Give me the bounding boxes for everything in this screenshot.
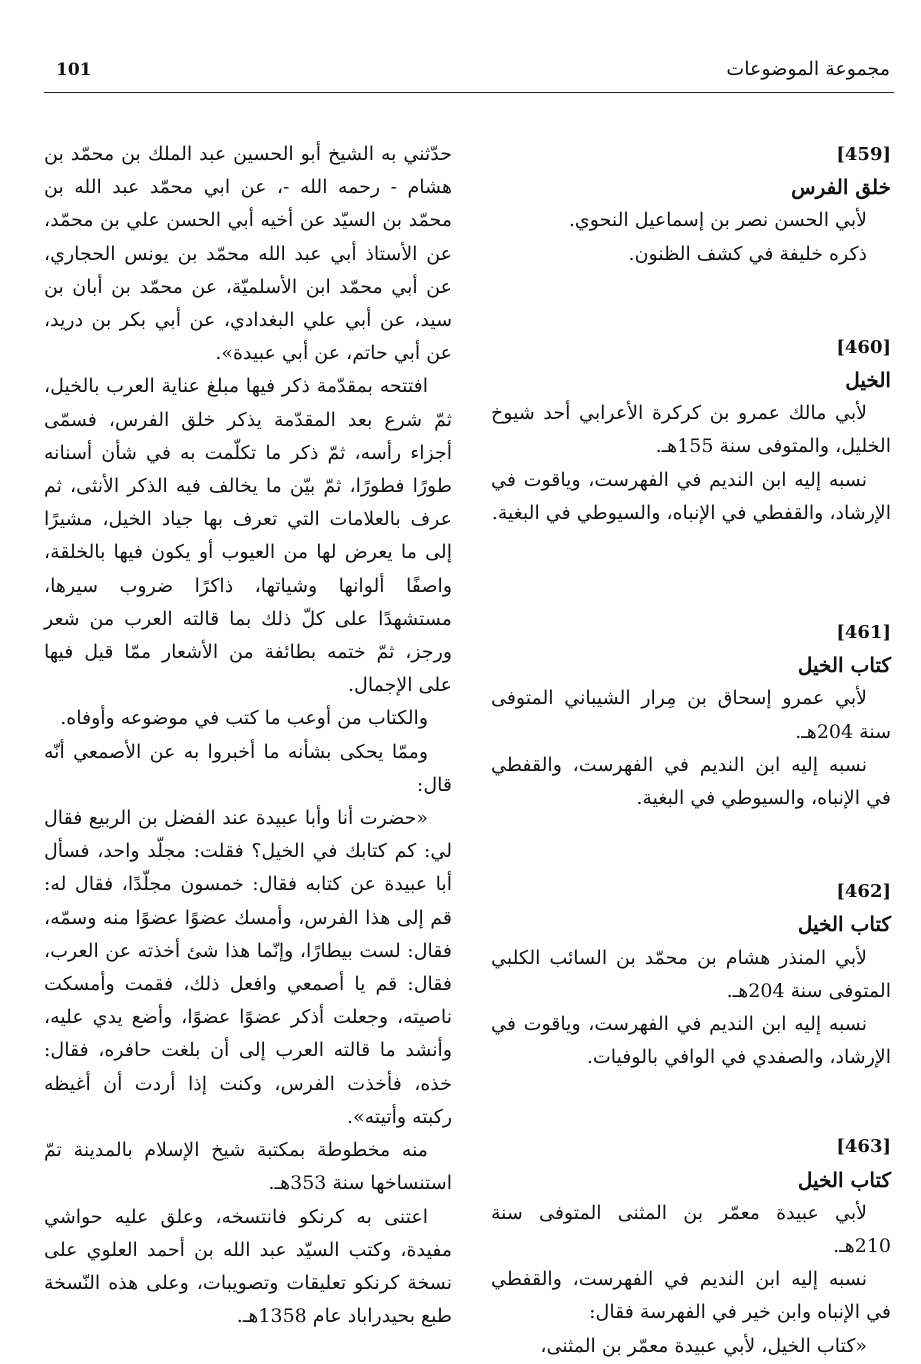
paragraph: افتتحه بمقدّمة ذكر فيها مبلغ عناية العرب بالخيل، ثمّ شرع بعد المقدّمة يذكر خلق الفرس، فسمّى أجزاء رأسه، ثمّ ذكر ما تكلّمت به في شأن أسنانه طورًا فطورًا، ثمّ بيّن ما يخالف فيه الذكر الأنثى، ثم عرف بالعلامات التي تعرف بها جياد الخيل، مشيرًا إلى ما يعرض لها من العيوب أو يكون فيها بالخلقة، واصفًا ألوانها وشياتها، ذاكرًا ضروب سيرها، مستشهدًا على كلّ ذلك بما قالته العرب من شعر ورجز، ثمّ ختمه بطائفة من الأشعار ممّا قيل فيها على الإجمال. [44, 375, 452, 697]
paragraph: منه مخطوطة بمكتبة شيخ الإسلام بالمدينة تمّ استنساخها سنة 353هـ. [44, 1139, 452, 1195]
entry-number: [459] [836, 144, 891, 165]
paragraph: حدّثني به الشيخ أبو الحسين عبد الملك بن محمّد بن هشام - رحمه الله -، عن ابي محمّد عبد الله بن محمّد بن السيّد عن أخيه أبي الحسن علي بن محمّد، عن الأستاذ أبي عبد الله محمّد بن يونس الحجاري، عن أبي محمّد ابن الأسلميّة، عن محمّد بن أبان بن سيد، عن أبي علي البغدادي، عن أبي بكر بن دريد، عن أبي حاتم، عن أبي عبيدة». [44, 143, 452, 365]
entry-line: ذكره خليفة في كشف الظنون. [628, 242, 867, 265]
entry-line: لأبي المنذر هشام بن محمّد بن السائب الكلبي المتوفى سنة 204هـ. [491, 946, 891, 1002]
entry-line: لأبي مالك عمرو بن كركرة الأعرابي أحد شيوخ الخليل، والمتوفى سنة 155هـ. [491, 402, 891, 458]
entry-number: [460] [836, 336, 891, 358]
entry-title: كتاب الخيل [797, 1167, 891, 1192]
entry-line: لأبي عبيدة معمّر بن المثنى المتوفى سنة 210هـ. [491, 1201, 891, 1258]
paragraph: والكتاب من أوعب ما كتب في موضوعه وأوفاه. [60, 707, 428, 730]
entry-number: [461] [836, 622, 891, 644]
paragraph: «حضرت أنا وأبا عبيدة عند الفضل بن الربيع فقال لي: كم كتابك في الخيل؟ فقلت: مجلّد واحد، فسأل أبا عبيدة عن كتابه فقال: خمسون مجلّدًا، فقال له: قم إلى هذا الفرس، وأمسك عضوًا عضوًا منه وسمّه، فقال: لست بيطارًا، وإنّما هذا شئ أخذته عن العرب، فقال: قم يا أصمعي وافعل ذلك، فقمت وأمسكت ناصيته، وجعلت أذكر عضوًا عضوًا، وأضع يدي عليه، وأنشد ما قالته العرب إلى أن بلغت حافره، فقال: خذه، فأخذت الفرس، وكنت إذا أردت أن أغيظه ركبته وأتيته». [44, 807, 452, 1128]
entry-462 [491, 875, 891, 1074]
entry-title: كتاب الخيل [797, 912, 891, 937]
entry-line: نسبه إليه ابن النديم في الفهرست، والقفطي في الإنباه، والسيوطي في البغية. [491, 753, 891, 810]
entry-463 [491, 1130, 891, 1362]
entry-460 [491, 331, 891, 530]
page-number: 101 [56, 60, 92, 80]
entry-line: لأبي الحسن نصر بن إسماعيل النحوي. [568, 209, 867, 232]
entry-title: كتاب الخيل [797, 653, 891, 678]
entry-number: [462] [836, 881, 891, 903]
entry-461 [491, 616, 891, 815]
paragraph: اعتنى به كرنكو فانتسخه، وعلق عليه حواشي مفيدة، وكتب السيّد عبد الله بن أحمد العلوي على نسخة كرنكو تعليقات وتصويبات، وعلى هذه النّسخة طبع بحيدراباد عام 1358هـ. [44, 1205, 452, 1328]
entry-line: نسبه إليه ابن النديم في الفهرست، والقفطي في الإنباه وابن خير في الفهرسة فقال: [491, 1268, 891, 1324]
entry-title: خلق الفرس [791, 175, 891, 200]
entry-number: [463] [836, 1136, 891, 1158]
entry-line: «كتاب الخيل، لأبي عبيدة معمّر بن المثنى، [540, 1334, 867, 1357]
entry-459 [491, 138, 891, 271]
entry-line: نسبه إليه ابن النديم في الفهرست، وياقوت في الإرشاد، والصفدي في الوافي بالوفيات. [491, 1013, 891, 1069]
paragraph: وممّا يحكى بشأنه ما أخبروا به عن الأصمعي أنّه قال: [44, 740, 452, 796]
entry-line: نسبه إليه ابن النديم في الفهرست، وياقوت في الإرشاد، والقفطي في الإنباه، والسيوطي في البغية. [491, 468, 891, 524]
running-title: مجموعة الموضوعات [726, 58, 890, 80]
entry-line: لأبي عمرو إسحاق بن مِرار الشيباني المتوفى سنة 204هـ. [491, 687, 891, 743]
entry-title: الخيل [845, 368, 891, 393]
page-header [44, 52, 894, 93]
left-column [44, 138, 452, 1333]
right-column [491, 138, 891, 1363]
